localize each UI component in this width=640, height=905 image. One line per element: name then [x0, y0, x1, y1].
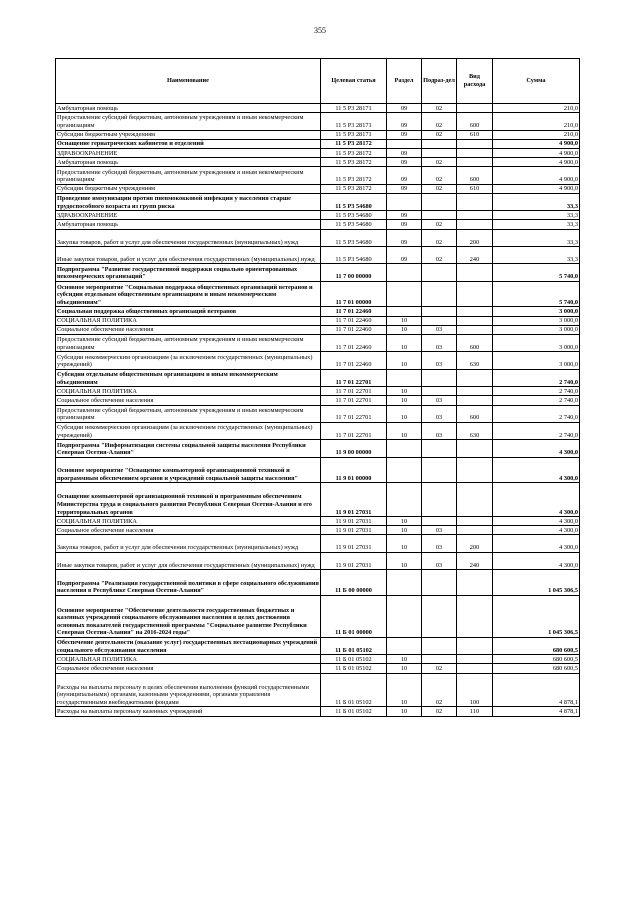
cell-section: 09 — [387, 148, 422, 157]
budget-table — [55, 58, 580, 717]
cell-sum: 210,0 — [493, 130, 580, 139]
cell-subsection: 02 — [422, 707, 457, 716]
cell-name: СОЦИАЛЬНАЯ ПОЛИТИКА — [56, 517, 321, 526]
cell-subsection: 03 — [422, 535, 457, 552]
cell-type: 200 — [457, 535, 493, 552]
cell-code: 11 9 01 27031 — [321, 535, 387, 552]
cell-type: 600 — [457, 113, 493, 130]
cell-name: Расходы на выплаты персоналу в целях обеспечения выполнения функций государственными (муниципальными) органами, казенными учреждениями, органами управления государственными внебюджетными фондами — [56, 673, 321, 707]
table-row — [56, 104, 580, 113]
cell-section — [387, 637, 422, 654]
table-row — [56, 707, 580, 716]
cell-code: 11 9 01 00000 — [321, 457, 387, 483]
cell-code: 11 5 Р3 28172 — [321, 167, 387, 184]
cell-subsection — [422, 281, 457, 307]
cell-sum: 1 045 306,5 — [493, 570, 580, 596]
cell-subsection — [422, 316, 457, 325]
table-row — [56, 483, 580, 517]
cell-subsection: 02 — [422, 229, 457, 246]
cell-type — [457, 193, 493, 210]
cell-type — [457, 281, 493, 307]
cell-section — [387, 440, 422, 457]
cell-subsection: 02 — [422, 158, 457, 167]
cell-section: 10 — [387, 535, 422, 552]
cell-name: Амбулаторная помощь — [56, 104, 321, 113]
table-row — [56, 440, 580, 457]
cell-code: 11 5 Р3 28172 — [321, 184, 387, 193]
cell-section: 10 — [387, 352, 422, 369]
cell-sum: 1 045 306,5 — [493, 595, 580, 637]
cell-type — [457, 316, 493, 325]
page-number: 355 — [314, 26, 326, 35]
cell-section: 10 — [387, 405, 422, 422]
cell-code: 11 7 01 22701 — [321, 422, 387, 439]
cell-name: Проведение иммунизации против пневмококковой инфекции у населения старше трудоспособного возраста из групп риска — [56, 193, 321, 210]
cell-type — [457, 570, 493, 596]
cell-type — [457, 325, 493, 334]
cell-subsection: 03 — [422, 335, 457, 352]
cell-subsection: 03 — [422, 405, 457, 422]
cell-sum: 210,0 — [493, 113, 580, 130]
cell-name: Субсидии некоммерческим организациям (за исключением государственных (муниципальных) учреждений) — [56, 422, 321, 439]
cell-name: Амбулаторная помощь — [56, 158, 321, 167]
cell-type — [457, 396, 493, 405]
table-row — [56, 307, 580, 316]
cell-code: 11 7 01 22701 — [321, 396, 387, 405]
cell-subsection: 02 — [422, 167, 457, 184]
cell-code: 11 5 Р3 28172 — [321, 148, 387, 157]
cell-code: 11 9 01 27031 — [321, 526, 387, 535]
table-row — [56, 335, 580, 352]
cell-subsection — [422, 655, 457, 664]
table-row — [56, 211, 580, 220]
cell-section: 10 — [387, 387, 422, 396]
cell-code: 11 7 01 22701 — [321, 387, 387, 396]
cell-type — [457, 139, 493, 148]
cell-sum: 4 300,0 — [493, 526, 580, 535]
cell-subsection — [422, 440, 457, 457]
cell-subsection — [422, 139, 457, 148]
table-row — [56, 405, 580, 422]
cell-sum: 3 000,0 — [493, 316, 580, 325]
table-row — [56, 220, 580, 229]
cell-sum: 210,0 — [493, 104, 580, 113]
table-row — [56, 352, 580, 369]
table-row — [56, 396, 580, 405]
cell-subsection: 02 — [422, 247, 457, 264]
cell-subsection — [422, 457, 457, 483]
cell-type — [457, 211, 493, 220]
cell-section: 09 — [387, 167, 422, 184]
cell-name: Предоставление субсидий бюджетным, автономным учреждениям и иным некоммерческим организациям — [56, 113, 321, 130]
cell-sum: 4 300,0 — [493, 552, 580, 569]
table-row — [56, 637, 580, 654]
table-body — [56, 104, 580, 717]
cell-section — [387, 595, 422, 637]
cell-subsection — [422, 483, 457, 517]
cell-section: 10 — [387, 707, 422, 716]
cell-code: 11 7 01 22460 — [321, 307, 387, 316]
cell-subsection — [422, 387, 457, 396]
cell-type: 600 — [457, 167, 493, 184]
cell-code: 11 7 01 22460 — [321, 352, 387, 369]
cell-name: Субсидии бюджетным учреждениям — [56, 184, 321, 193]
cell-subsection — [422, 211, 457, 220]
cell-type: 630 — [457, 352, 493, 369]
cell-section: 09 — [387, 184, 422, 193]
cell-sum: 2 740,0 — [493, 405, 580, 422]
cell-name: Амбулаторная помощь — [56, 220, 321, 229]
cell-subsection — [422, 570, 457, 596]
header-subsection: Подраз-дел — [422, 59, 457, 104]
header-sum: Сумма — [493, 59, 580, 104]
cell-code: 11 Б 01 00000 — [321, 595, 387, 637]
cell-name: Подпрограмма "Информатизация системы социальной защиты населения Республики Северная Осетия-Алания" — [56, 440, 321, 457]
cell-sum: 4 300,0 — [493, 517, 580, 526]
table-row — [56, 535, 580, 552]
cell-name: Субсидии некоммерческим организациям (за исключением государственных (муниципальных) учреждений) — [56, 352, 321, 369]
cell-section: 10 — [387, 673, 422, 707]
cell-section: 09 — [387, 113, 422, 130]
cell-type — [457, 595, 493, 637]
cell-sum: 33,3 — [493, 211, 580, 220]
cell-sum: 4 900,0 — [493, 158, 580, 167]
cell-type — [457, 517, 493, 526]
cell-name: Основное мероприятие "Социальная поддержка общественных организаций ветеранов и субсидии отдельным общественным организациям и иным некоммерческим объединениям" — [56, 281, 321, 307]
cell-sum: 33,3 — [493, 220, 580, 229]
table-row — [56, 664, 580, 673]
cell-type: 600 — [457, 335, 493, 352]
cell-name: Социальное обеспечение населения — [56, 526, 321, 535]
cell-name: Оснащение гериатрических кабинетов и отделений — [56, 139, 321, 148]
cell-name: Социальное обеспечение населения — [56, 664, 321, 673]
cell-code: 11 7 00 00000 — [321, 264, 387, 281]
cell-subsection: 03 — [422, 422, 457, 439]
cell-section: 09 — [387, 158, 422, 167]
cell-section: 09 — [387, 247, 422, 264]
table-row — [56, 229, 580, 246]
cell-name: Обеспечение деятельности (оказание услуг) государственных нестационарных учреждений социального обслуживания населения — [56, 637, 321, 654]
cell-subsection — [422, 517, 457, 526]
cell-name: Социальная поддержка общественных организаций ветеранов — [56, 307, 321, 316]
cell-type: 100 — [457, 673, 493, 707]
table-header-row — [56, 59, 580, 104]
cell-type — [457, 637, 493, 654]
cell-code: 11 5 Р3 28171 — [321, 113, 387, 130]
cell-type — [457, 440, 493, 457]
cell-code: 11 9 00 00000 — [321, 440, 387, 457]
cell-subsection: 02 — [422, 673, 457, 707]
header-section: Раздел — [387, 59, 422, 104]
table-row — [56, 139, 580, 148]
cell-type — [457, 148, 493, 157]
cell-section: 10 — [387, 335, 422, 352]
cell-type — [457, 307, 493, 316]
cell-name: СОЦИАЛЬНАЯ ПОЛИТИКА — [56, 316, 321, 325]
cell-sum: 3 000,0 — [493, 325, 580, 334]
cell-name: Иные закупки товаров, работ и услуг для обеспечения государственных (муниципальных) нужд — [56, 247, 321, 264]
cell-subsection: 02 — [422, 104, 457, 113]
cell-section: 09 — [387, 104, 422, 113]
table-row — [56, 526, 580, 535]
cell-type: 610 — [457, 130, 493, 139]
cell-code: 11 5 Р3 54680 — [321, 193, 387, 210]
cell-sum: 2 740,0 — [493, 387, 580, 396]
table-row — [56, 325, 580, 334]
cell-section: 10 — [387, 316, 422, 325]
cell-subsection: 03 — [422, 396, 457, 405]
cell-section — [387, 369, 422, 386]
table-row — [56, 130, 580, 139]
cell-code: 11 Б 01 05102 — [321, 655, 387, 664]
table-row — [56, 387, 580, 396]
cell-subsection: 02 — [422, 184, 457, 193]
cell-type: 240 — [457, 552, 493, 569]
cell-subsection: 02 — [422, 664, 457, 673]
cell-code: 11 7 01 22460 — [321, 335, 387, 352]
cell-code: 11 5 Р3 54680 — [321, 211, 387, 220]
cell-sum: 4 900,0 — [493, 139, 580, 148]
cell-sum: 33,3 — [493, 247, 580, 264]
cell-name: Социальное обеспечение населения — [56, 325, 321, 334]
cell-name: Оснащение компьютерной организационной техникой и программным обеспечением Министерства труда и социального развития Республики Северная Осетия-Алания и его территориальных органов — [56, 483, 321, 517]
cell-type — [457, 220, 493, 229]
cell-sum: 5 740,0 — [493, 264, 580, 281]
table-row — [56, 158, 580, 167]
cell-sum: 680 600,5 — [493, 655, 580, 664]
cell-type — [457, 264, 493, 281]
cell-section — [387, 281, 422, 307]
cell-code: 11 5 Р3 54680 — [321, 220, 387, 229]
cell-code: 11 7 01 00000 — [321, 281, 387, 307]
cell-type: 200 — [457, 229, 493, 246]
cell-sum: 3 000,0 — [493, 335, 580, 352]
table-row — [56, 655, 580, 664]
cell-type: 630 — [457, 422, 493, 439]
cell-subsection: 02 — [422, 130, 457, 139]
cell-code: 11 Б 00 00000 — [321, 570, 387, 596]
cell-subsection — [422, 595, 457, 637]
cell-code: 11 Б 01 05102 — [321, 707, 387, 716]
cell-section: 10 — [387, 552, 422, 569]
cell-sum: 2 740,0 — [493, 369, 580, 386]
table-row — [56, 184, 580, 193]
header-type: Вид расхода — [457, 59, 493, 104]
cell-section: 09 — [387, 211, 422, 220]
cell-name: Расходы на выплаты персоналу казенных учреждений — [56, 707, 321, 716]
cell-sum: 680 600,5 — [493, 664, 580, 673]
cell-sum: 2 740,0 — [493, 422, 580, 439]
cell-code: 11 Б 01 05102 — [321, 673, 387, 707]
cell-name: ЗДРАВООХРАНЕНИЕ — [56, 211, 321, 220]
cell-type — [457, 483, 493, 517]
header-name: Наименование — [56, 59, 321, 104]
cell-name: Подпрограмма "Реализация государственной политики в сфере социального обслуживания населения в Республике Северная Осетия-Алания" — [56, 570, 321, 596]
cell-code: 11 7 01 22701 — [321, 369, 387, 386]
cell-code: 11 5 Р3 28171 — [321, 104, 387, 113]
cell-section: 10 — [387, 517, 422, 526]
cell-section: 09 — [387, 229, 422, 246]
cell-code: 11 5 Р3 54680 — [321, 229, 387, 246]
cell-section: 10 — [387, 526, 422, 535]
cell-type: 610 — [457, 184, 493, 193]
cell-name: СОЦИАЛЬНАЯ ПОЛИТИКА — [56, 387, 321, 396]
cell-name: Социальное обеспечение населения — [56, 396, 321, 405]
header-code: Целевая статья — [321, 59, 387, 104]
table-row — [56, 570, 580, 596]
cell-section — [387, 139, 422, 148]
cell-code: 11 7 01 22701 — [321, 405, 387, 422]
table-row — [56, 457, 580, 483]
cell-code: 11 5 Р3 28171 — [321, 130, 387, 139]
cell-code: 11 Б 01 05102 — [321, 664, 387, 673]
cell-code: 11 Б 01 05102 — [321, 637, 387, 654]
cell-section — [387, 483, 422, 517]
cell-sum: 2 740,0 — [493, 396, 580, 405]
table-row — [56, 316, 580, 325]
table-row — [56, 264, 580, 281]
cell-subsection — [422, 264, 457, 281]
cell-code: 11 5 Р3 28172 — [321, 158, 387, 167]
cell-sum: 680 600,5 — [493, 637, 580, 654]
table-row — [56, 167, 580, 184]
cell-section: 10 — [387, 664, 422, 673]
cell-name: Субсидии бюджетным учреждениям — [56, 130, 321, 139]
table-row — [56, 595, 580, 637]
cell-code: 11 5 Р3 54680 — [321, 247, 387, 264]
cell-type — [457, 104, 493, 113]
cell-sum: 3 000,0 — [493, 352, 580, 369]
cell-sum: 33,3 — [493, 229, 580, 246]
cell-type — [457, 387, 493, 396]
cell-section: 10 — [387, 655, 422, 664]
cell-sum: 3 000,0 — [493, 307, 580, 316]
cell-sum: 4 300,0 — [493, 483, 580, 517]
cell-subsection: 02 — [422, 220, 457, 229]
cell-section — [387, 570, 422, 596]
cell-section: 09 — [387, 130, 422, 139]
table-row — [56, 673, 580, 707]
cell-code: 11 7 01 22460 — [321, 316, 387, 325]
cell-sum: 33,3 — [493, 193, 580, 210]
cell-sum: 4 300,0 — [493, 440, 580, 457]
table-row — [56, 247, 580, 264]
cell-type — [457, 526, 493, 535]
cell-name: Подпрограмма "Развитие государственной поддержки социально ориентированных некоммерческих организаций" — [56, 264, 321, 281]
table-row — [56, 281, 580, 307]
cell-type — [457, 457, 493, 483]
table-row — [56, 552, 580, 569]
cell-subsection: 03 — [422, 352, 457, 369]
cell-name: Закупка товаров, работ и услуг для обеспечения государственных (муниципальных) нужд — [56, 229, 321, 246]
cell-name: Закупка товаров, работ и услуг для обеспечения государственных (муниципальных) нужд — [56, 535, 321, 552]
cell-sum: 4 300,0 — [493, 457, 580, 483]
cell-subsection: 03 — [422, 325, 457, 334]
cell-type — [457, 655, 493, 664]
cell-sum: 4 900,0 — [493, 184, 580, 193]
cell-sum: 4 900,0 — [493, 148, 580, 157]
cell-code: 11 9 01 27031 — [321, 552, 387, 569]
cell-subsection — [422, 637, 457, 654]
cell-name: СОЦИАЛЬНАЯ ПОЛИТИКА — [56, 655, 321, 664]
cell-sum: 4 300,0 — [493, 535, 580, 552]
cell-subsection: 03 — [422, 526, 457, 535]
cell-section — [387, 307, 422, 316]
table-row — [56, 193, 580, 210]
table-row — [56, 113, 580, 130]
cell-subsection: 02 — [422, 113, 457, 130]
cell-section: 10 — [387, 325, 422, 334]
cell-name: Основное мероприятие "Обеспечение деятельности государственных бюджетных и казенных учреждений социального обслуживания населения в целях достижения основных показателей государственной программы "Социальное развитие Республики Северная Осетия-Алания" на 2016-2024 годы" — [56, 595, 321, 637]
cell-section — [387, 193, 422, 210]
cell-name: ЗДРАВООХРАНЕНИЕ — [56, 148, 321, 157]
table-row — [56, 148, 580, 157]
cell-type: 110 — [457, 707, 493, 716]
cell-name: Предоставление субсидий бюджетным, автономным учреждениям и иным некоммерческим организациям — [56, 405, 321, 422]
cell-section — [387, 264, 422, 281]
cell-code: 11 5 Р3 28172 — [321, 139, 387, 148]
cell-subsection — [422, 193, 457, 210]
cell-name: Предоставление субсидий бюджетным, автономным учреждениям и иным некоммерческим организациям — [56, 167, 321, 184]
cell-subsection — [422, 369, 457, 386]
cell-type — [457, 158, 493, 167]
cell-section: 09 — [387, 220, 422, 229]
cell-section: 10 — [387, 422, 422, 439]
cell-code: 11 9 01 27031 — [321, 517, 387, 526]
cell-subsection — [422, 148, 457, 157]
cell-section: 10 — [387, 396, 422, 405]
cell-name: Субсидии отдельным общественным организациям и иным некоммерческим объединениям — [56, 369, 321, 386]
cell-name: Предоставление субсидий бюджетным, автономным учреждениям и иным некоммерческим организациям — [56, 335, 321, 352]
cell-subsection — [422, 307, 457, 316]
table-row — [56, 369, 580, 386]
cell-name: Основное мероприятие "Оснащение компьютерной организационной техникой и программным обеспечением органов и учреждений социальной защиты населения" — [56, 457, 321, 483]
cell-sum: 5 740,0 — [493, 281, 580, 307]
cell-sum: 4 878,1 — [493, 707, 580, 716]
table-row — [56, 422, 580, 439]
cell-section — [387, 457, 422, 483]
cell-type: 240 — [457, 247, 493, 264]
cell-code: 11 9 01 27031 — [321, 483, 387, 517]
cell-type: 600 — [457, 405, 493, 422]
table-row — [56, 517, 580, 526]
cell-sum: 4 900,0 — [493, 167, 580, 184]
cell-subsection: 03 — [422, 552, 457, 569]
cell-type — [457, 664, 493, 673]
cell-type — [457, 369, 493, 386]
cell-name: Иные закупки товаров, работ и услуг для обеспечения государственных (муниципальных) нужд — [56, 552, 321, 569]
cell-code: 11 7 01 22460 — [321, 325, 387, 334]
cell-sum: 4 878,1 — [493, 673, 580, 707]
